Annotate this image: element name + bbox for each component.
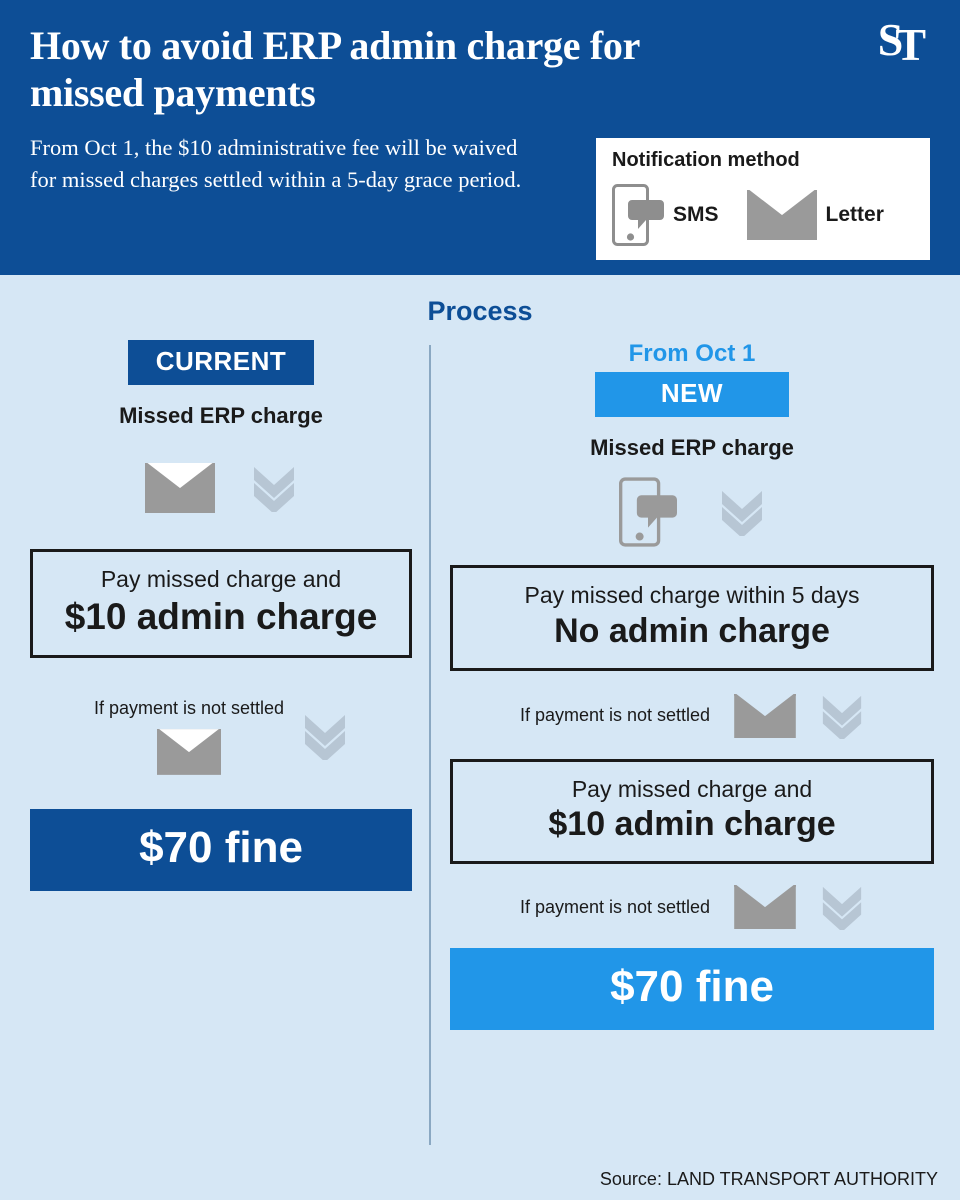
new-unsettled-note-1: If payment is not settled [519,705,711,726]
current-column-header [30,340,412,385]
new-unsettled-note-2: If payment is not settled [519,897,711,917]
double-chevron-down-icon [302,712,348,760]
current-badge: CURRENT [128,340,315,385]
new-admin-charge-line1: Pay missed charge and [571,775,813,802]
current-step-label: Missed ERP charge [119,403,323,428]
straits-times-logo [877,14,930,70]
current-fine: $70 fine [30,809,412,891]
current-process-column [30,340,412,891]
new-flow-row-3 [450,884,934,930]
new-no-charge-box [450,565,934,671]
new-no-charge-line1: Pay missed charge within 5 days [524,582,860,608]
logo-letter-t: T [895,19,924,70]
new-column-header [450,340,934,417]
new-flow-row-1 [450,477,934,547]
double-chevron-down-icon [820,884,864,930]
current-charge-box [30,549,412,658]
new-fine: $70 fine [450,948,934,1030]
column-divider [429,345,431,1145]
current-charge-box-line2: $10 admin charge [64,595,378,637]
new-badge: NEW [595,372,789,417]
mobile-phone-sms-icon [612,184,664,246]
new-no-charge-line2: No admin charge [554,611,830,650]
current-flow-row-2 [30,698,412,775]
new-admin-charge-box [450,759,934,865]
new-admin-charge-line2: $10 admin charge [548,805,836,844]
notification-letter-label: Letter [825,203,884,226]
new-step-label: Missed ERP charge [590,435,794,460]
notification-sms-label: SMS [673,203,719,226]
new-flow-row-2 [450,693,934,739]
envelope-icon [734,885,796,929]
logo-letter-s: S [877,14,902,65]
double-chevron-down-icon [719,488,765,536]
mobile-phone-sms-icon [619,477,677,547]
page-title: How to avoid ERP admin charge for missed payments [30,23,640,116]
envelope-icon [145,463,215,513]
notification-method-row [612,184,916,246]
current-charge-box-line1: Pay missed charge and [100,566,342,592]
current-unsettled-note: If payment is not settled [93,698,285,719]
notification-method-title: Notification method [612,149,800,171]
process-title: Process [427,296,533,326]
page-subtitle: From Oct 1, the $10 administrative fee will be waived for missed charges settled within a 5-day grace period. [30,135,522,192]
notification-method-box [596,138,930,260]
notification-letter [747,190,884,240]
envelope-icon [734,694,796,738]
new-process-column [450,340,934,1030]
double-chevron-down-icon [820,693,864,739]
header [0,0,960,275]
notification-sms [612,184,719,246]
new-eyebrow: From Oct 1 [628,340,756,367]
current-flow-row-1 [30,463,412,513]
source-credit: Source: LAND TRANSPORT AUTHORITY [599,1169,938,1189]
envelope-icon [747,190,817,240]
envelope-icon [157,729,221,775]
double-chevron-down-icon [251,464,297,512]
